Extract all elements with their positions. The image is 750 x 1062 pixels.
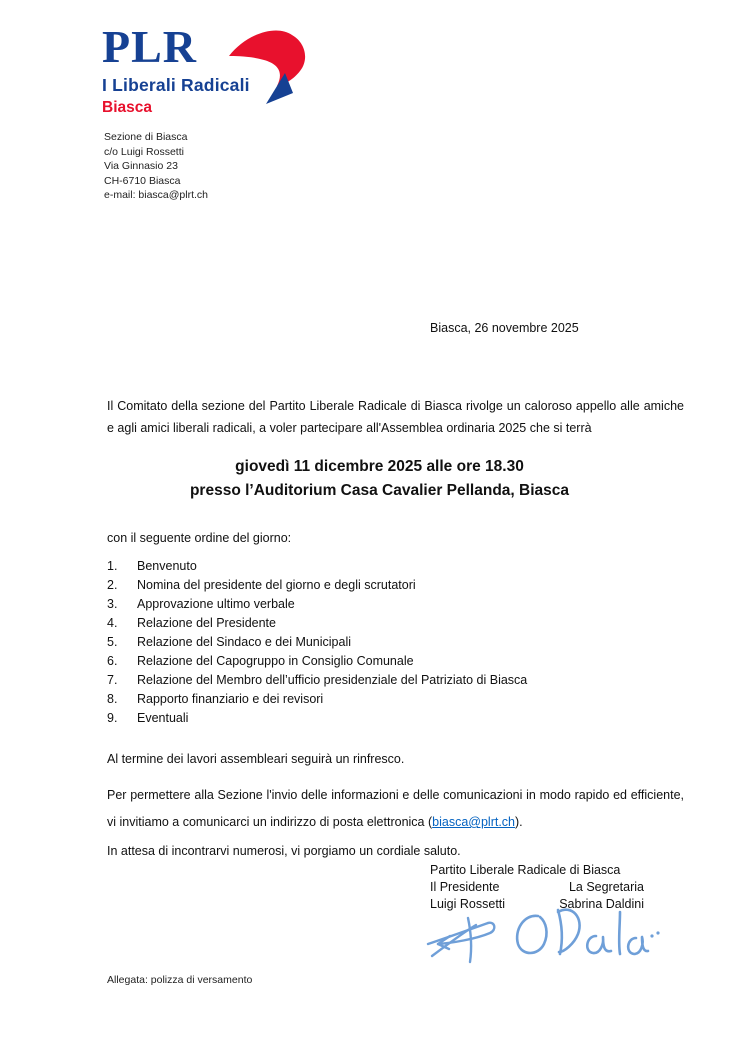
email-paragraph (107, 782, 684, 836)
agenda-item-text: Relazione del Capogruppo in Consiglio Comunale (137, 654, 414, 668)
sender-line: c/o Luigi Rossetti (104, 145, 184, 158)
agenda-item (107, 614, 684, 633)
president-signature (424, 912, 500, 964)
president-role: Il Presidente (430, 880, 500, 894)
event-announcement (107, 455, 652, 503)
agenda-item-text: Approvazione ultimo verbale (137, 597, 295, 611)
letter-body (107, 395, 684, 862)
secretary-name: Sabrina Daldini (559, 897, 644, 911)
agenda-item-text: Eventuali (137, 711, 189, 725)
sender-email-line: e-mail: biasca@plrt.ch (104, 189, 209, 201)
sender-line: Via Ginnasio 23 (104, 160, 178, 172)
sender-line: CH-6710 Biasca (104, 174, 181, 187)
sender-line: Sezione di Biasca (104, 131, 188, 143)
agenda-item (107, 671, 684, 690)
closing-paragraph: In attesa di incontrarvi numerosi, vi porgiamo un cordiale saluto. (107, 844, 461, 858)
agenda-item-text: Relazione del Membro dell’ufficio presidenziale del Patriziato di Biasca (137, 673, 528, 687)
signature-roles (430, 879, 644, 896)
agenda-item-text: Nomina del presidente del giorno e degli scrutatori (137, 578, 416, 592)
signature-org: Partito Liberale Radicale di Biasca (430, 863, 621, 877)
agenda-item-text: Relazione del Sindaco e dei Municipali (137, 635, 352, 649)
agenda-item-text: Relazione del Presidente (137, 616, 276, 630)
agenda-item-text: Benvenuto (137, 559, 197, 573)
event-venue: presso l’Auditorium Casa Cavalier Pellanda, Biasca (189, 482, 570, 499)
agenda-item (107, 576, 684, 595)
agenda-item-number: 5. (107, 635, 118, 649)
secretary-role: La Segretaria (568, 880, 644, 894)
secretary-signature (512, 900, 662, 964)
agenda-item (107, 709, 684, 728)
sender-address-block (104, 130, 208, 203)
rinfresco-paragraph: Al termine dei lavori assembleari seguirà un rinfresco. (107, 752, 405, 766)
attachment-note: Allegata: polizza di versamento (107, 974, 253, 986)
logo-section-name: Biasca (102, 99, 152, 116)
agenda-item-number: 8. (107, 692, 118, 706)
agenda-item-number: 1. (107, 559, 118, 573)
email-paragraph-before: Per permettere alla Sezione l'invio delle informazioni e delle comunicazioni in modo rapido ed efficiente, vi invitiamo a comunicarci un indirizzo di posta elettronica ( (107, 788, 684, 829)
email-paragraph-after: ). (515, 815, 523, 829)
agenda-item (107, 652, 684, 671)
agenda-item-number: 4. (107, 616, 118, 630)
agenda-lead: con il seguente ordine del giorno: (107, 531, 292, 545)
agenda-item (107, 595, 684, 614)
agenda-list (107, 557, 684, 728)
agenda-item-number: 3. (107, 597, 118, 611)
agenda-item-number: 2. (107, 578, 118, 592)
agenda-item-text: Rapporto finanziario e dei revisori (137, 692, 324, 706)
plr-wordmark: PLR (102, 21, 197, 72)
president-name: Luigi Rossetti (430, 897, 506, 911)
plr-flame-icon (226, 26, 310, 106)
logo-subtitle: I Liberali Radicali (102, 75, 250, 95)
intro-paragraph: Il Comitato della sezione del Partito Liberale Radicale di Biasca rivolge un caloroso appello alle amiche e agli amici liberali radicali, a voler partecipare all'Assemblea ordinaria 2025 che si terrà (107, 399, 684, 435)
agenda-item (107, 690, 684, 709)
agenda-item (107, 557, 684, 576)
email-link[interactable]: biasca@plrt.ch (432, 815, 516, 829)
agenda-item (107, 633, 684, 652)
dateline: Biasca, 26 novembre 2025 (430, 321, 579, 335)
agenda-item-number: 7. (107, 673, 118, 687)
agenda-item-number: 9. (107, 711, 118, 725)
event-datetime: giovedì 11 dicembre 2025 alle ore 18.30 (235, 458, 524, 475)
agenda-item-number: 6. (107, 654, 118, 668)
